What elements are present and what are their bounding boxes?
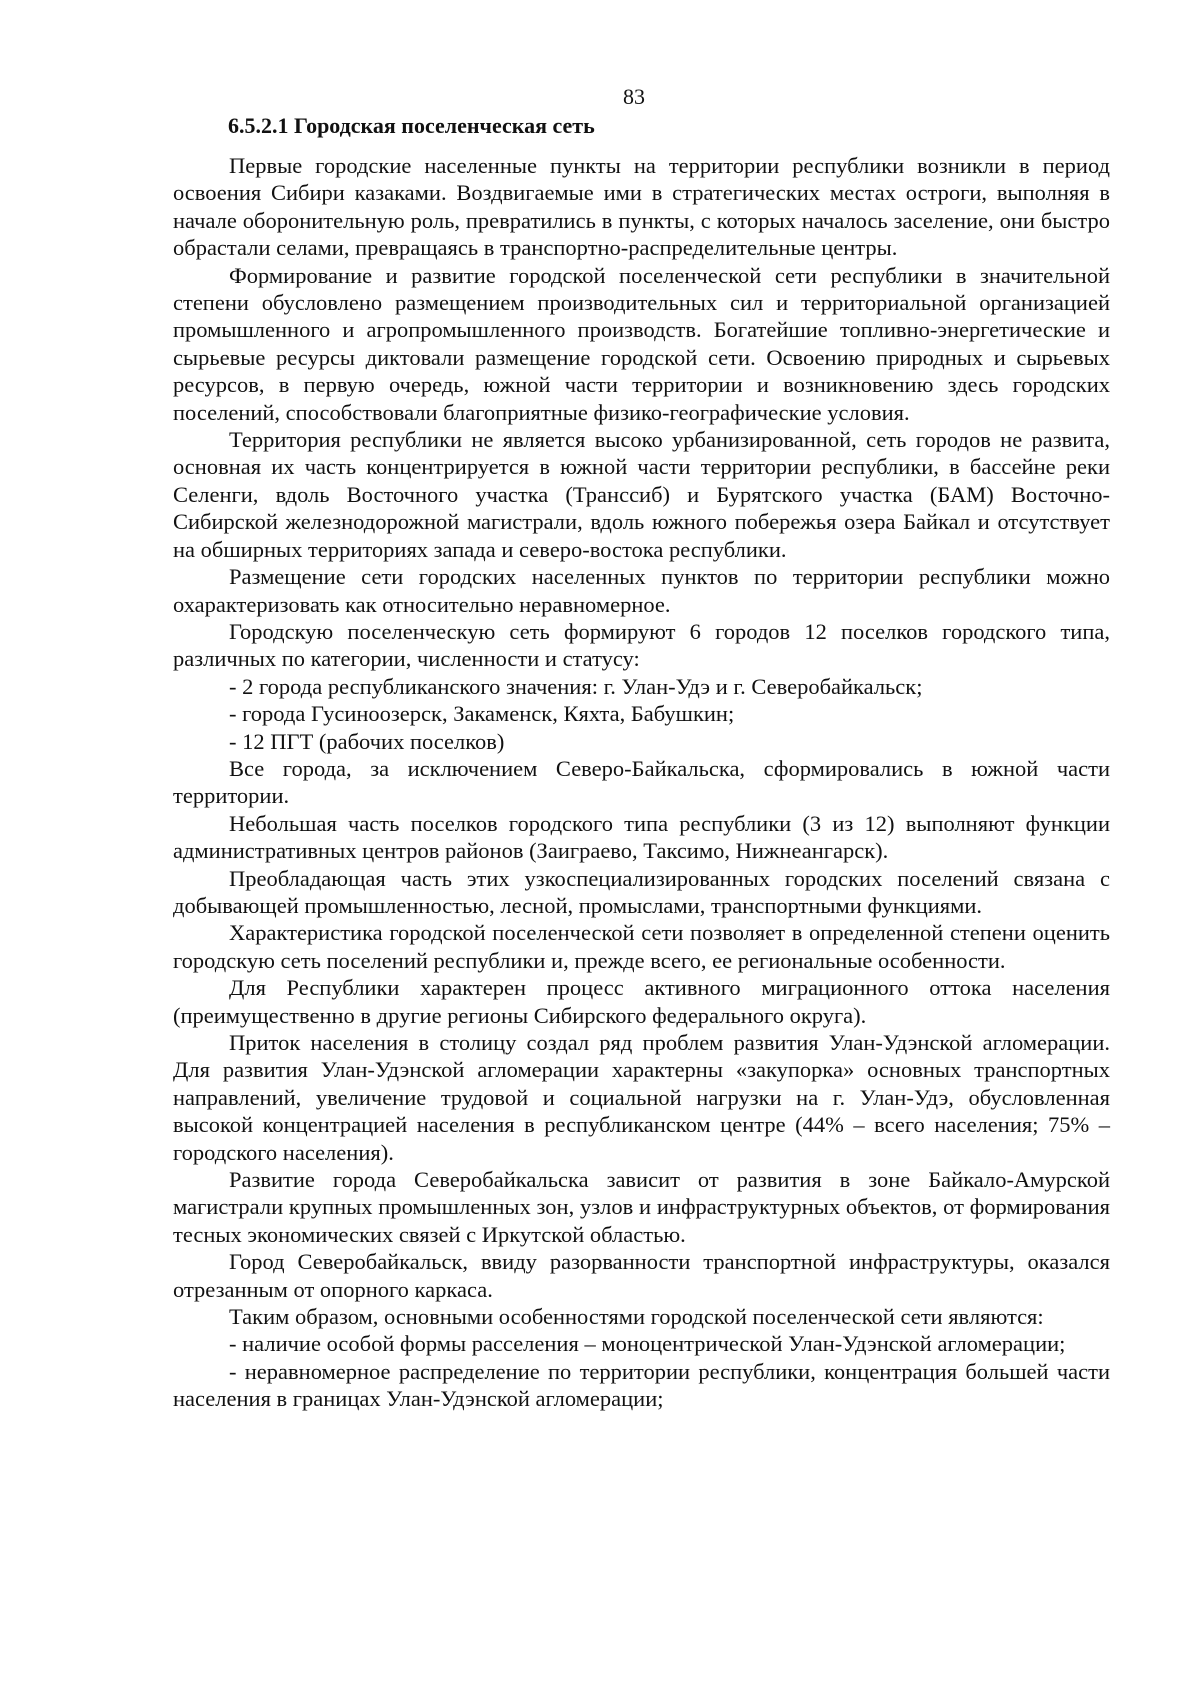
paragraph-southern-cities: Все города, за исключением Северо-Байкальска, сформировались в южной части территории. [173,755,1110,809]
paragraph-severobaikalsk-isolation: Город Северобайкальск, ввиду разорванности транспортной инфраструктуры, оказался отрезанным от опорного каркаса. [173,1249,1110,1302]
paragraph-migration-outflow: Для Республики характерен процесс активного миграционного оттока населения (преимущественно в другие регионы Сибирского федерального округа). [173,975,1110,1028]
paragraph-territory-urbanization: Территория республики не является высоко урбанизированной, сеть городов не развита, основная их часть концентрируется в южной части территории республики, в бассейне реки Селенги, вдоль Восточного участка (Транссиб) и Бурятского участка (БАМ) Восточно-Сибирской железнодорожной магистрали, вдоль южного побережья озера Байкал и отсутствует на обширных территориях запада и северо-востока республики. [173,427,1110,562]
paragraph-network-characteristics: Характеристика городской поселенческой сети позволяет в определенной степени оценить городскую сеть поселений республики и, прежде всего, ее региональные особенности. [173,920,1110,973]
paragraph-specialized-settlements: Преобладающая часть этих узкоспециализированных городских поселений связана с добывающей промышленностью, лесной, промыслами, транспортными функциями. [173,865,1110,918]
paragraph-network-formation: Формирование и развитие городской поселенческой сети республики в значительной степени обусловлено размещением производительных сил и территориальной организацией промышленного и агропромышленного производств. Богатейшие топливно-энергетические и сырьевые ресурсы диктовали размещение городской сети. Освоению природных и сырьевых ресурсов, в первую очередь, южной части территории и возникновению здесь городских поселений, способствовали благоприятные физико-географические условия. [173,262,1110,425]
list-item-other-cities: - города Гусиноозерск, Закаменск, Кяхта, Бабушкин; [229,701,735,727]
paragraph-uneven-placement: Размещение сети городских населенных пунктов по территории республики можно охарактеризовать как относительно неравномерное. [173,564,1110,617]
page-number: 83 [623,84,645,109]
paragraph-main-features: Таким образом, основными особенностями городской поселенческой сети являются: [229,1304,1044,1330]
paragraph-severobaikalsk-development: Развитие города Северобайкальска зависит от развития в зоне Байкало-Амурской магистрали крупных промышленных зон, узлов и инфраструктурных объектов, от формирования тесных экономических связей с Иркутской областью. [173,1167,1110,1247]
section-title: 6.5.2.1 Городская поселенческая сеть [228,113,595,138]
list-item-pgt: - 12 ПГТ (рабочих поселков) [229,728,505,754]
body-text [173,152,1110,1413]
list-item-republic-cities: - 2 города республиканского значения: г. Улан-Удэ и г. Северобайкальск; [229,673,923,699]
paragraph-agglomeration-problems: Приток населения в столицу создал ряд проблем развития Улан-Удэнской агломерации. Для развития Улан-Удэнской агломерации характерны «закупорка» основных транспортных направлений, увеличение трудовой и социальной нагрузки на г. Улан-Удэ, обусловленная высокой концентрацией населения в республиканском центре (44% – всего населения; 75% – городского населения). [173,1030,1110,1165]
list-item-monocentric-agglomeration: - наличие особой формы расселения – моноцентрической Улан-Удэнской агломерации; [229,1331,1066,1357]
paragraph-network-composition: Городскую поселенческую сеть формируют 6 городов 12 поселков городского типа, различных по категории, численности и статусу: [173,618,1110,672]
list-item-uneven-distribution: - неравномерное распределение по территории республики, концентрация большей части населения в границах Улан-Удэнской агломерации; [173,1358,1110,1412]
paragraph-first-settlements: Первые городские населенные пункты на территории республики возникли в период освоения Сибири казаками. Воздвигаемые ими в стратегических местах остроги, выполняя в начале оборонительную роль, превратились в пункты, с которых началось заселение, они быстро обрастали селами, превращаясь в транспортно-распределительные центры. [173,153,1110,261]
paragraph-administrative-centers: Небольшая часть поселков городского типа республики (3 из 12) выполняют функции административных центров районов (Заиграево, Таксимо, Нижнеангарск). [173,810,1110,864]
